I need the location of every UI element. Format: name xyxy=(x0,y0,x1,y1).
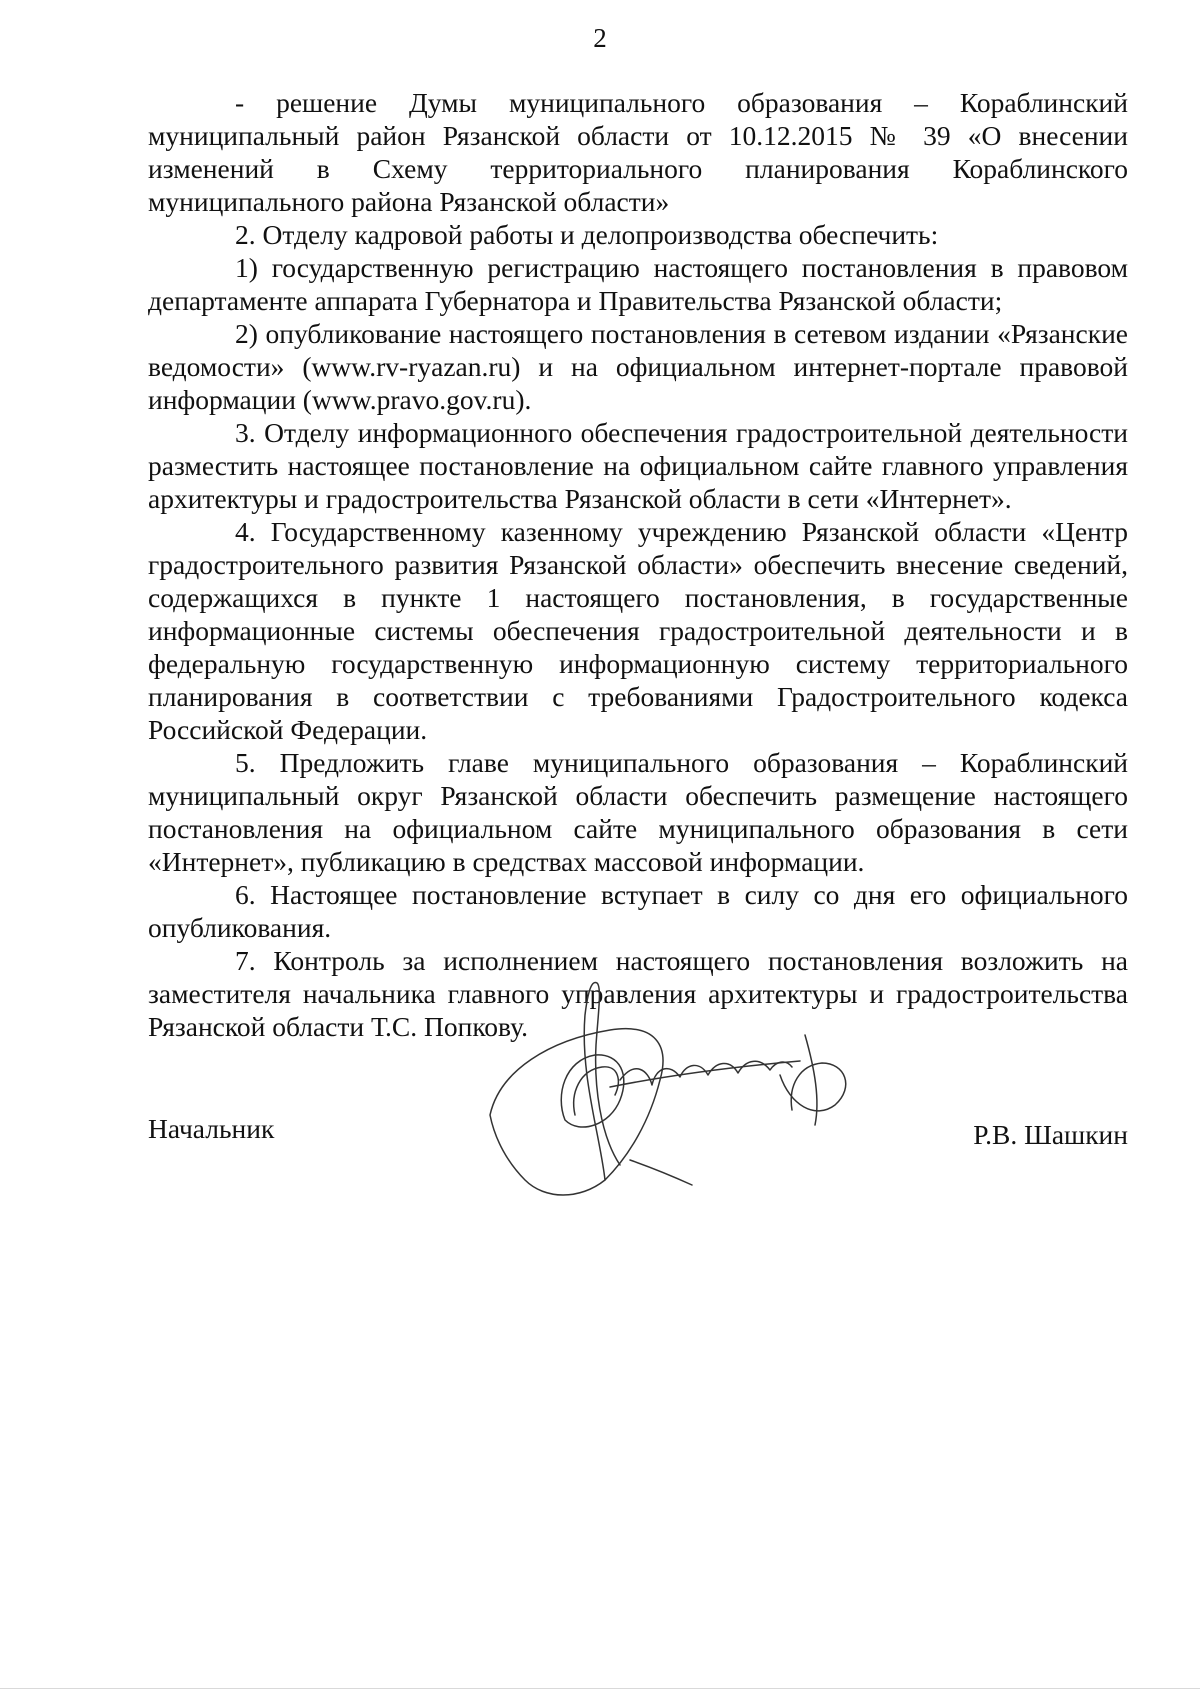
paragraph-item-2-2: 2) опубликование настоящего постановления в сетевом издании «Рязанские ведомости» (www.rv-ryazan.ru) и на официальном интернет-портале правовой информации (www.pravo.gov.ru). xyxy=(148,318,1128,415)
paragraph-duma-decision: - решение Думы муниципального образования – Кораблинский муниципальный район Рязанской области от 10.12.2015 № 39 «О внесении изменений в Схему территориального планирования Кораблинского муниципального района Рязанской области» xyxy=(148,87,1128,217)
signatory-position: Начальник xyxy=(148,1113,275,1144)
handwritten-signature xyxy=(470,975,890,1215)
paragraph-item-2: 2. Отделу кадровой работы и делопроизводства обеспечить: xyxy=(235,219,939,250)
paragraph-item-3: 3. Отделу информационного обеспечения градостроительной деятельности разместить настоящее постановление на официальном сайте главного управления архитектуры и градостроительства Рязанской области в сети «Интернет». xyxy=(148,417,1128,514)
scan-bottom-edge xyxy=(0,1688,1200,1689)
paragraph-item-6: 6. Настоящее постановление вступает в силу со дня его официального опубликования. xyxy=(148,879,1128,943)
paragraph-item-7: 7. Контроль за исполнением настоящего постановления возложить на заместителя начальника главного управления архитектуры и градостроительства Рязанской области Т.С. Попкову. xyxy=(148,945,1128,1042)
paragraph-item-2-1: 1) государственную регистрацию настоящего постановления в правовом департаменте аппарата Губернатора и Правительства Рязанской области; xyxy=(148,252,1128,316)
signatory-name: Р.В. Шашкин xyxy=(973,1119,1128,1150)
page-number: 2 xyxy=(593,23,607,53)
document-body xyxy=(148,86,1128,1043)
paragraph-item-5: 5. Предложить главе муниципального образования – Кораблинский муниципальный округ Рязанской области обеспечить размещение настоящего постановления на официальном сайте муниципального образования в сети «Интернет», публикацию в средствах массовой информации. xyxy=(148,747,1128,877)
paragraph-item-4: 4. Государственному казенному учреждению Рязанской области «Центр градостроительного развития Рязанской области» обеспечить внесение сведений, содержащихся в пункте 1 настоящего постановления, в государственные информационные системы обеспечения градостроительной деятельности и в федеральную государственную информационную систему территориального планирования в соответствии с требованиями Градостроительного кодекса Российской Федерации. xyxy=(148,516,1128,745)
